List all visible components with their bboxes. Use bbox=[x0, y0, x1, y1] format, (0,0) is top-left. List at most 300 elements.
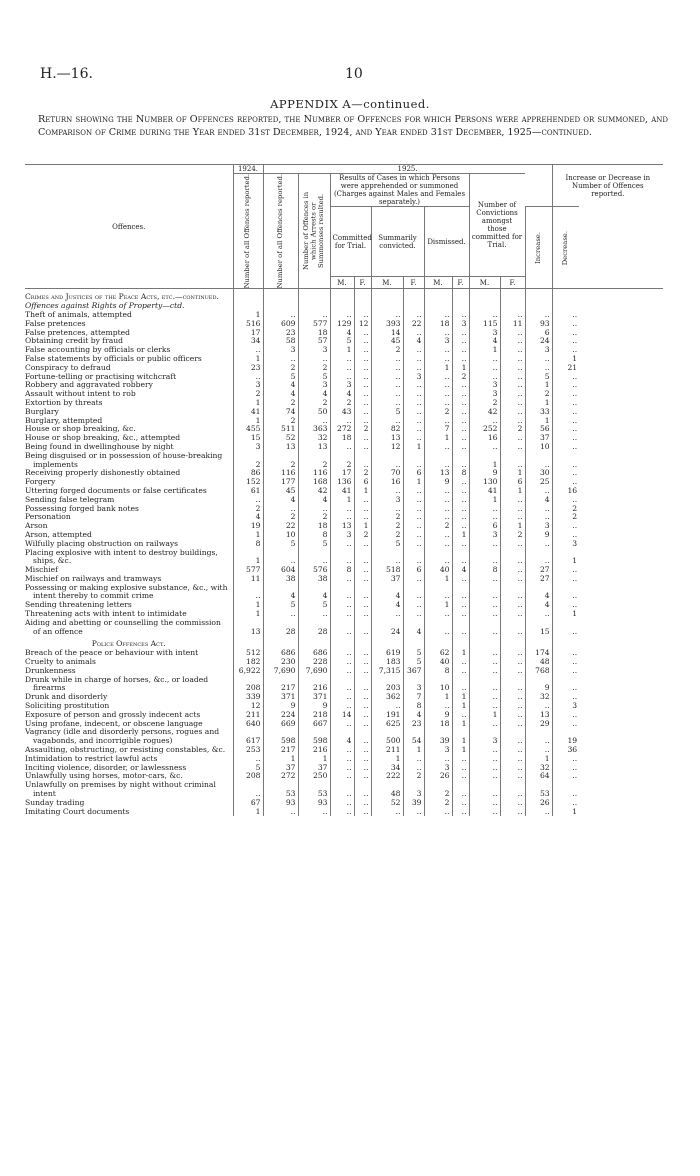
table-cell: 7,690 bbox=[298, 667, 330, 676]
table-cell: 3 bbox=[525, 522, 552, 531]
table-cell: .. bbox=[330, 373, 354, 382]
offence-name: Cruelty to animals bbox=[25, 657, 96, 667]
table-cell: 4 bbox=[330, 390, 354, 399]
table-cell: 152 bbox=[233, 478, 263, 487]
table-cell: 13 bbox=[298, 443, 330, 452]
table-cell: 182 bbox=[233, 658, 263, 667]
table-cell: .. bbox=[424, 452, 452, 470]
table-cell: .. bbox=[452, 610, 469, 619]
table-cell: 5 bbox=[263, 373, 298, 382]
table-cell: 52 bbox=[371, 799, 403, 808]
table-cell: 3 bbox=[424, 337, 452, 346]
table-cell: .. bbox=[354, 764, 371, 773]
col-committed: Committed for Trial. bbox=[330, 207, 371, 277]
table-cell: 18 bbox=[424, 320, 452, 329]
table-cell: .. bbox=[371, 373, 403, 382]
offence-name: Conspiracy to defraud bbox=[25, 362, 111, 372]
table-cell: .. bbox=[424, 531, 452, 540]
table-cell: .. bbox=[452, 658, 469, 667]
table-cell: .. bbox=[403, 452, 424, 470]
table-cell: 577 bbox=[233, 566, 263, 575]
table-cell: .. bbox=[500, 693, 525, 702]
table-cell: 28 bbox=[263, 619, 298, 637]
table-cell: .. bbox=[500, 575, 525, 584]
offence-name: Sending false telegram bbox=[25, 494, 115, 504]
table-row bbox=[25, 549, 663, 567]
table-cell: 1 bbox=[233, 601, 263, 610]
table-cell: .. bbox=[330, 311, 354, 320]
col-m: M. bbox=[469, 277, 500, 289]
table-cell: 1 bbox=[424, 601, 452, 610]
offence-name: Assault without intent to rob bbox=[25, 389, 136, 399]
table-cell: 1 bbox=[233, 531, 263, 540]
table-cell: 1 bbox=[500, 487, 525, 496]
table-cell: .. bbox=[354, 667, 371, 676]
col-summarily: Summarily convicted. bbox=[371, 207, 424, 277]
offence-name: Forgery bbox=[25, 477, 56, 487]
table-cell: 30 bbox=[525, 469, 552, 478]
table-cell: .. bbox=[500, 667, 525, 676]
table-cell: 2 bbox=[263, 417, 298, 426]
table-cell: 82 bbox=[371, 425, 403, 434]
table-cell: 13 bbox=[330, 522, 354, 531]
table-cell: .. bbox=[354, 649, 371, 658]
table-cell: 5 bbox=[298, 601, 330, 610]
table-cell: 1 bbox=[552, 355, 579, 364]
table-cell: 5 bbox=[233, 764, 263, 773]
table-cell: .. bbox=[403, 808, 424, 817]
table-cell: .. bbox=[525, 549, 552, 567]
table-cell: .. bbox=[469, 540, 500, 549]
table-cell: 4 bbox=[525, 601, 552, 610]
table-cell: 1 bbox=[452, 720, 469, 729]
table-cell: 28 bbox=[298, 619, 330, 637]
table-cell: .. bbox=[552, 320, 579, 329]
table-cell: .. bbox=[403, 329, 424, 338]
table-cell: 4 bbox=[330, 728, 354, 746]
table-cell: .. bbox=[552, 452, 579, 470]
table-cell: 7 bbox=[403, 693, 424, 702]
offence-name: Breach of the peace or behaviour with intent bbox=[25, 648, 199, 658]
table-cell: .. bbox=[452, 478, 469, 487]
table-cell: .. bbox=[330, 693, 354, 702]
table-cell: 371 bbox=[298, 693, 330, 702]
table-cell: .. bbox=[525, 513, 552, 522]
table-cell: .. bbox=[330, 649, 354, 658]
table-cell: 339 bbox=[233, 693, 263, 702]
table-cell: 41 bbox=[233, 408, 263, 417]
table-cell: .. bbox=[424, 755, 452, 764]
table-cell: .. bbox=[330, 549, 354, 567]
table-cell: 4 bbox=[403, 337, 424, 346]
table-cell: .. bbox=[403, 425, 424, 434]
table-cell: .. bbox=[552, 619, 579, 637]
table-cell: .. bbox=[298, 505, 330, 514]
table-cell: .. bbox=[552, 755, 579, 764]
offence-name: Extortion by threats bbox=[25, 397, 103, 407]
table-cell: .. bbox=[452, 346, 469, 355]
table-cell: 50 bbox=[298, 408, 330, 417]
col-f: F. bbox=[500, 277, 525, 289]
table-cell: 53 bbox=[298, 781, 330, 799]
table-cell: 12 bbox=[371, 443, 403, 452]
table-cell: 4 bbox=[263, 390, 298, 399]
table-cell: 2 bbox=[500, 425, 525, 434]
table-cell: .. bbox=[452, 772, 469, 781]
table-cell: .. bbox=[424, 487, 452, 496]
table-cell: .. bbox=[452, 667, 469, 676]
table-cell: 224 bbox=[263, 711, 298, 720]
table-cell: .. bbox=[500, 399, 525, 408]
table-cell: .. bbox=[354, 702, 371, 711]
table-cell: 371 bbox=[263, 693, 298, 702]
table-cell: 1 bbox=[424, 364, 452, 373]
table-cell: 625 bbox=[371, 720, 403, 729]
table-cell: 14 bbox=[371, 329, 403, 338]
table-cell: .. bbox=[354, 601, 371, 610]
table-cell: .. bbox=[354, 373, 371, 382]
table-cell: .. bbox=[500, 381, 525, 390]
table-cell: 43 bbox=[330, 408, 354, 417]
table-cell: .. bbox=[469, 364, 500, 373]
table-cell: 4 bbox=[298, 496, 330, 505]
appendix-title: APPENDIX A—continued. bbox=[270, 97, 430, 111]
table-cell: .. bbox=[452, 337, 469, 346]
table-row bbox=[25, 693, 663, 702]
offence-name: Soliciting prostitution bbox=[25, 701, 110, 711]
table-cell: .. bbox=[552, 434, 579, 443]
offence-name: Sending threatening letters bbox=[25, 600, 132, 610]
table-cell: 516 bbox=[233, 320, 263, 329]
table-cell: 5 bbox=[298, 540, 330, 549]
table-cell: .. bbox=[469, 619, 500, 637]
table-cell: .. bbox=[469, 658, 500, 667]
table-cell: 3 bbox=[552, 702, 579, 711]
table-cell: 5 bbox=[371, 408, 403, 417]
offence-name: Drunkenness bbox=[25, 665, 76, 675]
table-cell: 3 bbox=[452, 320, 469, 329]
table-cell: 2 bbox=[354, 531, 371, 540]
table-cell: 2 bbox=[298, 513, 330, 522]
table-cell: .. bbox=[330, 540, 354, 549]
table-cell: .. bbox=[424, 619, 452, 637]
table-cell: .. bbox=[469, 417, 500, 426]
table-cell: 1 bbox=[424, 434, 452, 443]
table-cell: 362 bbox=[371, 693, 403, 702]
offence-name: Imitating Court documents bbox=[25, 806, 130, 816]
table-cell: 686 bbox=[298, 649, 330, 658]
table-cell: 16 bbox=[552, 487, 579, 496]
table-cell: .. bbox=[263, 311, 298, 320]
table-cell: 4 bbox=[263, 496, 298, 505]
offence-name: Possessing or making explosive substance, &c., with intent thereby to commit crime bbox=[25, 582, 228, 601]
table-cell: 455 bbox=[233, 425, 263, 434]
table-cell: 2 bbox=[371, 513, 403, 522]
col-year-1925: 1925. bbox=[263, 165, 552, 174]
offences-table bbox=[25, 164, 663, 816]
table-cell: 604 bbox=[263, 566, 298, 575]
table-cell: 37 bbox=[525, 434, 552, 443]
table-cell: 2 bbox=[469, 399, 500, 408]
table-cell: 7,690 bbox=[263, 667, 298, 676]
table-cell: .. bbox=[298, 549, 330, 567]
table-cell: 13 bbox=[424, 469, 452, 478]
table-cell: .. bbox=[330, 755, 354, 764]
table-cell: .. bbox=[354, 434, 371, 443]
table-cell: .. bbox=[298, 355, 330, 364]
table-cell: 4 bbox=[263, 584, 298, 602]
table-cell: 34 bbox=[233, 337, 263, 346]
table-cell: 1 bbox=[452, 746, 469, 755]
table-cell: .. bbox=[403, 346, 424, 355]
table-cell: .. bbox=[525, 487, 552, 496]
table-cell: 1 bbox=[233, 549, 263, 567]
table-cell: 18 bbox=[424, 720, 452, 729]
table-cell: 45 bbox=[263, 487, 298, 496]
offence-name: House or shop breaking, &c., attempted bbox=[25, 433, 181, 443]
offence-name: Being disguised or in possession of house-breaking implements bbox=[25, 450, 223, 469]
table-cell: 1 bbox=[403, 443, 424, 452]
table-cell: 183 bbox=[371, 658, 403, 667]
table-cell: 1 bbox=[233, 311, 263, 320]
table-cell: .. bbox=[403, 531, 424, 540]
table-cell: 58 bbox=[263, 337, 298, 346]
table-cell: .. bbox=[500, 610, 525, 619]
table-cell: 1 bbox=[469, 452, 500, 470]
table-cell: 24 bbox=[525, 337, 552, 346]
table-cell: 272 bbox=[263, 772, 298, 781]
table-cell: .. bbox=[424, 610, 452, 619]
table-cell: .. bbox=[552, 566, 579, 575]
table-cell: 272 bbox=[330, 425, 354, 434]
table-cell: .. bbox=[469, 505, 500, 514]
table-cell: .. bbox=[500, 434, 525, 443]
table-cell: 48 bbox=[371, 781, 403, 799]
table-cell: .. bbox=[500, 373, 525, 382]
table-cell: 216 bbox=[298, 746, 330, 755]
table-cell: .. bbox=[552, 390, 579, 399]
offence-name: False pretences bbox=[25, 318, 86, 328]
table-cell: 39 bbox=[424, 728, 452, 746]
table-cell: 56 bbox=[525, 425, 552, 434]
table-cell: 218 bbox=[298, 711, 330, 720]
table-cell: 228 bbox=[298, 658, 330, 667]
table-cell: 617 bbox=[233, 728, 263, 746]
table-cell: 6 bbox=[469, 522, 500, 531]
table-cell: .. bbox=[371, 487, 403, 496]
table-cell: .. bbox=[452, 575, 469, 584]
table-cell: .. bbox=[552, 381, 579, 390]
table-cell: .. bbox=[552, 676, 579, 694]
table-cell: .. bbox=[552, 693, 579, 702]
table-cell: 1 bbox=[469, 346, 500, 355]
table-cell: 26 bbox=[424, 772, 452, 781]
section-heading-row bbox=[25, 289, 663, 302]
table-cell: .. bbox=[354, 746, 371, 755]
table-cell: 1 bbox=[452, 728, 469, 746]
table-cell: .. bbox=[469, 513, 500, 522]
table-cell: 208 bbox=[233, 772, 263, 781]
table-cell: 27 bbox=[525, 566, 552, 575]
table-body bbox=[25, 289, 663, 817]
table-cell: 93 bbox=[298, 799, 330, 808]
table-cell: .. bbox=[552, 667, 579, 676]
offence-name: Personation bbox=[25, 512, 71, 522]
table-cell: .. bbox=[403, 364, 424, 373]
table-cell: .. bbox=[424, 702, 452, 711]
table-cell: 21 bbox=[552, 364, 579, 373]
table-cell: .. bbox=[330, 746, 354, 755]
table-cell: .. bbox=[354, 443, 371, 452]
col-f: F. bbox=[452, 277, 469, 289]
table-cell: 1 bbox=[452, 649, 469, 658]
table-cell: 24 bbox=[371, 619, 403, 637]
page-reference: H.—16. bbox=[40, 66, 93, 82]
table-cell: .. bbox=[354, 610, 371, 619]
table-cell: .. bbox=[525, 610, 552, 619]
table-cell: .. bbox=[424, 540, 452, 549]
table-cell: .. bbox=[452, 781, 469, 799]
table-cell: 252 bbox=[469, 425, 500, 434]
table-cell: 11 bbox=[233, 575, 263, 584]
table-cell: 9 bbox=[298, 702, 330, 711]
col-increase-decrease: Increase or Decrease in Number of Offences reported. bbox=[552, 165, 663, 207]
offence-name: Mischief bbox=[25, 565, 58, 575]
table-cell: 1 bbox=[500, 469, 525, 478]
table-cell: 1 bbox=[233, 399, 263, 408]
table-cell: 2 bbox=[233, 505, 263, 514]
table-cell: 3 bbox=[330, 381, 354, 390]
table-cell: .. bbox=[500, 764, 525, 773]
table-cell: .. bbox=[452, 452, 469, 470]
table-cell: .. bbox=[403, 764, 424, 773]
table-cell: .. bbox=[371, 808, 403, 817]
table-cell: 1 bbox=[469, 496, 500, 505]
table-cell: .. bbox=[469, 373, 500, 382]
table-cell: 12 bbox=[233, 702, 263, 711]
offence-name: Assaulting, obstructing, or resisting constables, &c. bbox=[25, 745, 226, 755]
table-cell: .. bbox=[403, 755, 424, 764]
offence-name: Receiving properly dishonestly obtained bbox=[25, 468, 181, 478]
table-cell: .. bbox=[354, 728, 371, 746]
table-cell: 211 bbox=[233, 711, 263, 720]
table-cell: 518 bbox=[371, 566, 403, 575]
table-cell: .. bbox=[469, 781, 500, 799]
table-cell: .. bbox=[371, 399, 403, 408]
table-cell: .. bbox=[552, 478, 579, 487]
table-cell: 3 bbox=[469, 390, 500, 399]
table-cell: 168 bbox=[298, 478, 330, 487]
table-cell: .. bbox=[424, 311, 452, 320]
table-cell: 1 bbox=[354, 487, 371, 496]
table-cell: .. bbox=[354, 772, 371, 781]
table-cell: 2 bbox=[403, 772, 424, 781]
table-cell: .. bbox=[525, 728, 552, 746]
table-cell: 3 bbox=[469, 329, 500, 338]
table-cell: .. bbox=[452, 381, 469, 390]
table-cell: .. bbox=[354, 452, 371, 470]
offence-name: Wilfully placing obstruction on railways bbox=[25, 538, 179, 548]
table-cell: 23 bbox=[233, 364, 263, 373]
table-cell: 2 bbox=[298, 452, 330, 470]
table-cell: 53 bbox=[263, 781, 298, 799]
offence-name: Burglary bbox=[25, 406, 59, 416]
table-cell: .. bbox=[403, 549, 424, 567]
table-cell: .. bbox=[552, 496, 579, 505]
table-cell: .. bbox=[500, 711, 525, 720]
table-cell: .. bbox=[354, 676, 371, 694]
table-cell: .. bbox=[500, 566, 525, 575]
col-m: M. bbox=[330, 277, 354, 289]
table-cell: 8 bbox=[298, 531, 330, 540]
table-cell: .. bbox=[424, 417, 452, 426]
table-cell: .. bbox=[371, 505, 403, 514]
table-cell: 577 bbox=[298, 320, 330, 329]
table-cell: .. bbox=[452, 390, 469, 399]
table-cell: .. bbox=[403, 505, 424, 514]
table-cell: .. bbox=[354, 329, 371, 338]
table-cell: .. bbox=[330, 619, 354, 637]
col-f: F. bbox=[354, 277, 371, 289]
table-cell: .. bbox=[371, 355, 403, 364]
table-cell: .. bbox=[403, 355, 424, 364]
table-cell: 16 bbox=[371, 478, 403, 487]
table-cell: 3 bbox=[371, 496, 403, 505]
table-cell: .. bbox=[525, 540, 552, 549]
table-cell: 70 bbox=[371, 469, 403, 478]
table-caption: Return showing the Number of Offences reported, the Number of Offences for which Persons were apprehended or summoned, and Comparison of Crime during the Year ended 31st December, 1924, and Year ended 31st December, 1925—continued. bbox=[38, 114, 668, 138]
table-cell: 2 bbox=[298, 399, 330, 408]
table-cell: 1 bbox=[552, 610, 579, 619]
table-cell: 1 bbox=[263, 755, 298, 764]
table-cell: 8 bbox=[452, 469, 469, 478]
table-cell: .. bbox=[403, 381, 424, 390]
table-cell: 2 bbox=[424, 781, 452, 799]
table-cell: .. bbox=[500, 417, 525, 426]
table-cell: 37 bbox=[371, 575, 403, 584]
offence-name: Theft of animals, attempted bbox=[25, 309, 132, 319]
table-cell: .. bbox=[452, 584, 469, 602]
table-cell: 1 bbox=[525, 755, 552, 764]
table-cell: .. bbox=[233, 373, 263, 382]
table-cell: 2 bbox=[525, 390, 552, 399]
offence-name: Fortune-telling or practising witchcraft bbox=[25, 371, 177, 381]
table-cell: .. bbox=[354, 346, 371, 355]
col-m: M. bbox=[424, 277, 452, 289]
table-cell: .. bbox=[424, 549, 452, 567]
table-cell: .. bbox=[469, 746, 500, 755]
table-cell: .. bbox=[469, 772, 500, 781]
table-cell: .. bbox=[500, 513, 525, 522]
table-cell: .. bbox=[552, 649, 579, 658]
table-cell: .. bbox=[403, 434, 424, 443]
table-cell: .. bbox=[500, 720, 525, 729]
table-cell: 3 bbox=[403, 373, 424, 382]
table-cell: 15 bbox=[525, 619, 552, 637]
offence-name: Exposure of person and grossly indecent acts bbox=[25, 709, 201, 719]
offence-name: Possessing forged bank notes bbox=[25, 503, 139, 513]
table-cell: 8 bbox=[424, 667, 452, 676]
table-cell: .. bbox=[354, 584, 371, 602]
table-row bbox=[25, 808, 663, 817]
table-cell: .. bbox=[354, 496, 371, 505]
table-cell: 5 bbox=[330, 337, 354, 346]
table-cell: 1 bbox=[552, 808, 579, 817]
offence-name: Using profane, indecent, or obscene language bbox=[25, 718, 203, 728]
table-cell: .. bbox=[469, 549, 500, 567]
table-cell: 2 bbox=[552, 513, 579, 522]
table-cell: .. bbox=[298, 417, 330, 426]
